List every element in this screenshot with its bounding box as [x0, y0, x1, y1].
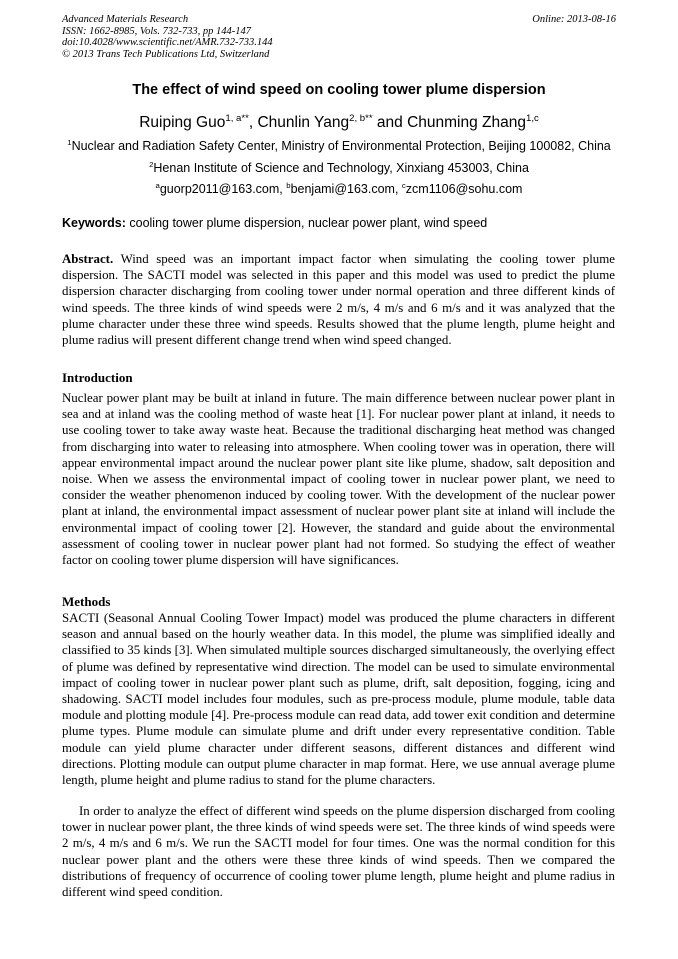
affiliation-1-num: 1 — [67, 137, 72, 147]
abstract-text: Wind speed was an important impact factor when simulating the cooling tower plume dispersion. The SACTI model was selected in this paper and this model was used to predict the plume dispersion character discharging from cooling tower under normal operation and three different kinds of wind speeds. The three kinds of wind speeds were 2 m/s, 4 m/s and 6 m/s and it was analyzed that the plume character under these three wind speeds. Results showed that the plume length, plume height and plume radius will present different change trend when wind speed changed. — [62, 252, 615, 348]
email-a-mark: a — [155, 180, 160, 190]
keywords-label: Keywords: — [62, 216, 126, 230]
author-3: and Chunming Zhang — [372, 114, 526, 131]
issn-line: ISSN: 1662-8985, Vols. 732-733, pp 144-147 — [62, 25, 251, 37]
email-b-mark: b — [286, 180, 291, 190]
author-line — [62, 114, 616, 132]
author-1: Ruiping Guo — [139, 114, 226, 131]
copyright-line: © 2013 Trans Tech Publications Ltd, Switzerland — [62, 48, 270, 60]
affiliation-2-text: Henan Institute of Science and Technology, Xinxiang 453003, China — [153, 161, 529, 175]
paper-title: The effect of wind speed on cooling tower plume dispersion — [132, 82, 546, 98]
author-2-sup: 2, b** — [349, 112, 373, 124]
author-1-sup: 1, a** — [225, 112, 249, 124]
methods-heading: Methods — [62, 594, 111, 609]
author-3-sup: 1,c — [525, 112, 539, 124]
abstract — [62, 251, 615, 348]
author-2: , Chunlin Yang — [248, 114, 350, 131]
keywords — [62, 216, 616, 230]
methods-paragraph-1: SACTI (Seasonal Annual Cooling Tower Impact) model was produced the plume characters in different season and annual based on the hourly weather data. In this model, the plume was simplified ideally and classified to 35 kinds [3]. When simulated multiple sources discharged simultaneously, the overlying effect of plume was defined by representative wind direction. The model can be used to simulate environmental impact of cooling tower in nuclear power plant such as plume, drift, salt deposition, fogging, icing and shadowing. SACTI model includes four modules, such as pre-process module, plume module, table data module and plotting module [4]. Pre-process module can read data, add tower exit condition and determine plume types. Plume module can simulate plume and drift under every representative condition. Table module can yield plume character under different seasons, different distances and different wind directions. Plotting module can output plume character in map format. Here, we use annual average plume length, plume height and plume radius to stand for the plume characters. — [62, 611, 615, 788]
introduction-heading: Introduction — [62, 370, 133, 385]
doi-line: doi:10.4028/www.scientific.net/AMR.732-733.144 — [62, 37, 273, 48]
affiliation-2-num: 2 — [149, 159, 154, 169]
email-3[interactable]: zcm1106@sohu.com — [405, 182, 523, 196]
email-2[interactable]: benjami@163.com, — [290, 182, 402, 196]
abstract-label: Abstract. — [62, 252, 114, 266]
methods-paragraph-2: In order to analyze the effect of different wind speeds on the plume dispersion discharged from cooling tower in nuclear power plant, the three kinds of wind speeds were set. The three kinds of wind speeds were 2 m/s, 4 m/s and 6 m/s. We run the SACTI model for four times. One was the normal condition for this nuclear power plant and the others were these three kinds of wind speeds. Then we compared the distributions of frequency of occurrence of cooling tower plume length, plume height and plume radius in different wind speed condition. — [62, 804, 615, 900]
affiliation-1 — [50, 139, 628, 153]
email-line — [50, 182, 628, 196]
email-1[interactable]: guorp2011@163.com, — [159, 182, 287, 196]
journal-name: Advanced Materials Research — [62, 14, 189, 25]
email-c-mark: c — [401, 180, 406, 190]
journal-header — [62, 14, 616, 60]
keywords-text: cooling tower plume dispersion, nuclear power plant, wind speed — [125, 216, 488, 230]
online-date: Online: 2013-08-16 — [532, 14, 616, 25]
introduction-text: Nuclear power plant may be built at inland in future. The main difference between nuclear power plant in sea and at inland was the cooling method of waste heat [1]. For nuclear power plant at inland, it needs to use cooling tower to take away waste heat. Because the traditional discharging heat method was changed from discharging into water to releasing into atmosphere. When cooling tower was in operation, there will appear environmental impact around the nuclear power plant site like plume, shadow, salt deposition and noise. When we assess the environmental impact of cooling tower in nuclear power plant, we need to consider the weather phenomenon induced by cooling tower. With the development of the nuclear power plant at inland, the environmental impact assessment of nuclear power plant site at inland will include the environmental impact of cooling tower [2]. However, the standard and guide about the environmental assessment of cooling tower in nuclear power plant had not formed. So studying the effect of weather factor on cooling tower plume dispersion will have significances. — [62, 391, 615, 568]
affiliation-2 — [50, 161, 628, 175]
affiliation-1-text: Nuclear and Radiation Safety Center, Ministry of Environmental Protection, Beijing 100082, China — [71, 139, 611, 153]
